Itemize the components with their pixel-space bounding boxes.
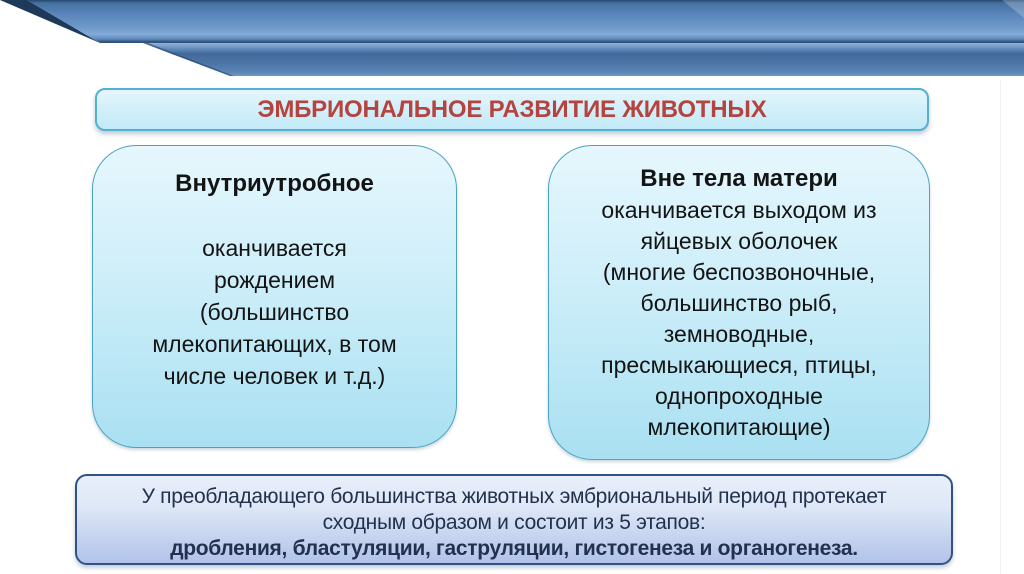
spacer (93, 200, 456, 232)
summary-text-line: сходным образом и состоит из 5 этапов: (322, 511, 706, 534)
banner-lower-band (143, 43, 1024, 76)
text-line: рождением (213, 267, 336, 293)
outside-mother-heading: Вне тела матери (640, 165, 838, 192)
outside-mother-development-box (548, 145, 930, 460)
text-line: оканчивается (202, 235, 347, 261)
intrauterine-development-box (92, 145, 457, 448)
slide-title: ЭМБРИОНАЛЬНОЕ РАЗВИТИЕ ЖИВОТНЫХ (257, 95, 767, 123)
summary-text-line: У преобладающего большинства животных эмбриональный период протекает (141, 485, 887, 508)
text-line: однопроходные (655, 383, 823, 409)
text-line: (многие беспозвоночные, (602, 259, 876, 285)
text-line: пресмыкающиеся, птицы, (601, 352, 877, 378)
embryonic-period-summary-box (75, 474, 953, 565)
text-line: млекопитающие) (647, 414, 831, 440)
text-line: млекопитающих, в том (152, 331, 397, 357)
ribbon-banner-graphic (0, 0, 1024, 80)
text-line: большинство рыб, (640, 290, 838, 316)
text-line: числе человек и т.д.) (163, 363, 386, 389)
slide-title-banner (95, 88, 929, 131)
intrauterine-heading: Внутриутробное (175, 170, 374, 197)
text-line: земноводные, (663, 321, 815, 347)
text-line: оканчивается выходом из (601, 197, 877, 223)
banner-main-band (27, 0, 1024, 43)
text-line: яйцевых оболочек (640, 228, 838, 254)
text-line: (большинство (199, 299, 350, 325)
slide-right-edge-line (1000, 80, 1001, 574)
summary-stages-line: дробления, бластуляции, гаструляции, гистогенеза и органогенеза. (170, 537, 858, 560)
